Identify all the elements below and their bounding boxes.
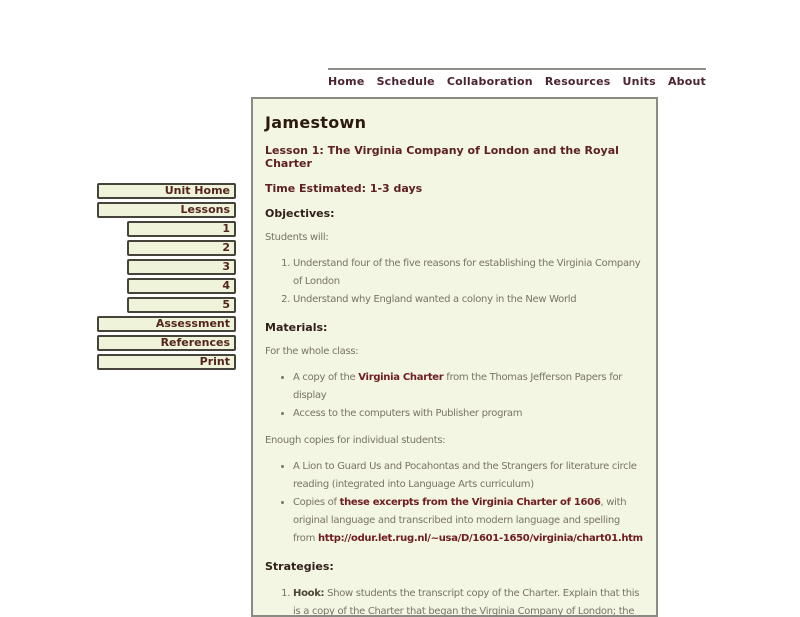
charter-excerpts-link[interactable]: these excerpts from the Virginia Charter of 1606 [339,497,601,508]
nav-item-units[interactable]: Units [622,75,656,88]
objectives-intro: Students will: [265,232,329,243]
strategies-item [293,585,644,617]
objectives-item: 1. Understand four of the five reasons for establishing the Virginia Company of London [293,255,644,291]
item-text: Copies of [293,497,340,508]
objectives-list [265,255,644,309]
nav-item-schedule[interactable]: Schedule [376,75,435,88]
sidebar-button-lesson-4[interactable]: 4 [127,278,236,294]
materials-heading: Materials: [265,321,328,334]
page-title: Jamestown [265,113,367,132]
materials-individual-intro: Enough copies for individual students: [265,435,446,446]
item-text: , with original language and transcribed into modern language and spelling from [293,497,627,544]
sidebar-button-references[interactable]: References [97,335,236,351]
sidebar-button-lessons[interactable]: Lessons [97,202,236,218]
top-nav [328,68,706,88]
item-text: from the Thomas Jefferson Papers for display [293,372,623,401]
materials-individual-item [293,494,644,548]
sidebar-button-lesson-3[interactable]: 3 [127,259,236,275]
nav-item-home[interactable]: Home [328,75,365,88]
sidebar-button-unit-home[interactable]: Unit Home [97,183,236,199]
nav-item-resources[interactable]: Resources [544,75,611,88]
content-panel [251,97,658,617]
item-text: Show students the transcript copy of the Charter. Explain that this is a copy of the Charter that began the Virginia Company of London; the [293,588,640,617]
item-text: A copy of the [293,372,359,383]
sidebar-button-print[interactable]: Print [97,354,236,370]
lesson-heading: Lesson 1: The Virginia Company of London and the Royal Charter [265,144,619,170]
charter-url-link[interactable]: http://odur.let.rug.nl/~usa/D/1601-1650/virginia/chart01.htm [317,533,643,544]
virginia-charter-link[interactable]: Virginia Charter [358,372,444,383]
objectives-heading: Objectives: [265,207,335,220]
materials-class-item [293,369,644,405]
sidebar-button-lesson-5[interactable]: 5 [127,297,236,313]
materials-class-list [265,369,644,423]
nav-item-about[interactable]: About [667,75,706,88]
nav-item-collaboration[interactable]: Collaboration [446,75,533,88]
materials-class-item: • Access to the computers with Publisher program [293,405,644,423]
sidebar-button-lesson-2[interactable]: 2 [127,240,236,256]
time-estimated: Time Estimated: 1-3 days [265,182,423,195]
sidebar [97,183,236,373]
hook-label: Hook: [293,588,325,599]
strategies-list [265,585,644,617]
materials-individual-list [265,458,644,548]
strategies-heading: Strategies: [265,560,334,573]
sidebar-button-assessment[interactable]: Assessment [97,316,236,332]
objectives-item: 2. Understand why England wanted a colony in the New World [293,291,644,309]
materials-individual-item: • A Lion to Guard Us and Pocahontas and the Strangers for literature circle reading (integrated into Language Arts curriculum) [293,458,644,494]
materials-class-intro: For the whole class: [265,346,359,357]
sidebar-button-lesson-1[interactable]: 1 [127,221,236,237]
